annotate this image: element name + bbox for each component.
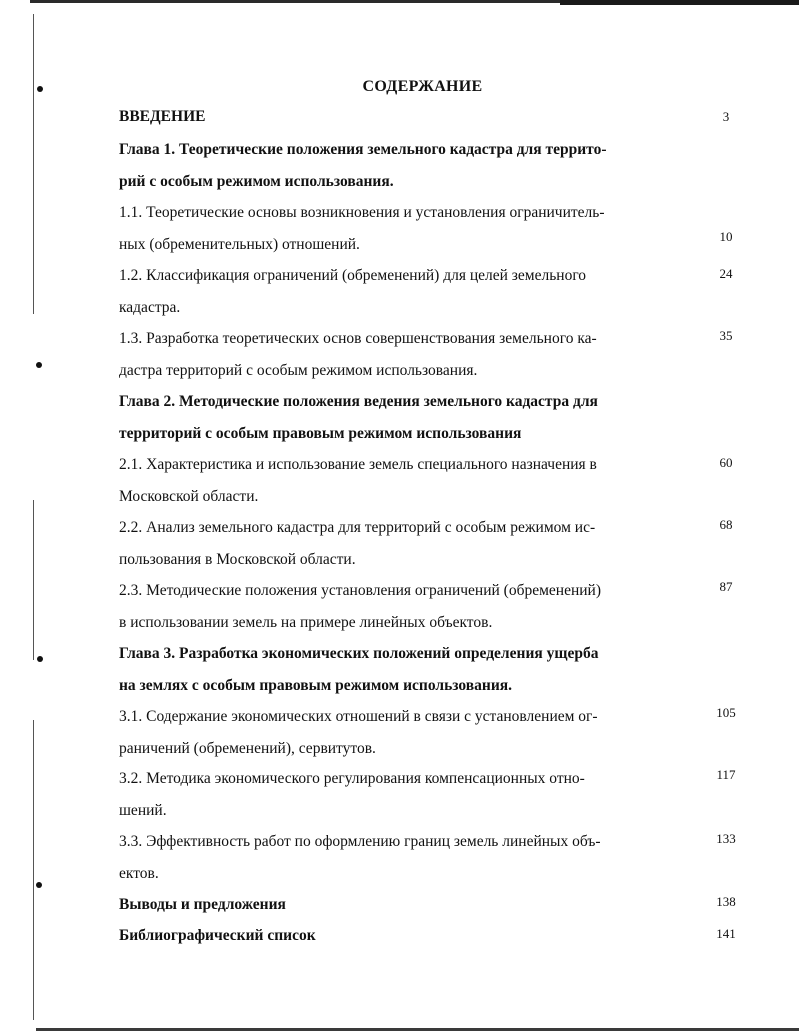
toc-entry-text: шений. xyxy=(119,801,167,819)
scan-margin-line xyxy=(33,14,34,314)
toc-entry-text: Глава 3. Разработка экономических положений определения ущерба xyxy=(119,645,599,662)
toc-entry-1-2 xyxy=(119,260,719,323)
scan-speck xyxy=(36,882,42,888)
toc-page-number: 35 xyxy=(719,328,733,343)
toc-entry-introduction xyxy=(119,101,719,133)
toc-entry-text: на землях с особым правовым режимом использования. xyxy=(119,676,513,694)
scan-edge-top-dark xyxy=(560,0,799,5)
toc-entry-1-1 xyxy=(119,197,719,260)
scan-margin-line xyxy=(33,720,34,1020)
toc-entry-text: Библиографический список xyxy=(119,927,316,944)
toc-entry-text: ных (обременительных) отношений. xyxy=(119,235,360,253)
toc-entry-text: дастра территорий с особым режимом использования. xyxy=(119,361,478,379)
scan-speck xyxy=(36,362,42,368)
toc-entry-text: 2.1. Характеристика и использование земель специального назначения в xyxy=(119,456,597,473)
toc-entry-text: Московской области. xyxy=(119,487,259,505)
toc-entry-text: Глава 2. Методические положения ведения земельного кадастра для xyxy=(119,393,598,410)
toc-entry-text: 3.1. Содержание экономических отношений в связи с установлением ог- xyxy=(119,708,598,725)
toc-entry-3-3 xyxy=(119,826,719,889)
toc-entry-text: пользования в Московской области. xyxy=(119,550,356,568)
toc-entry-text: 1.2. Классификация ограничений (обременений) для целей земельного xyxy=(119,267,587,284)
toc-page-number: 105 xyxy=(716,705,736,720)
toc-page-number: 10 xyxy=(719,229,733,244)
toc-entry-text: раничений (обременений), сервитутов. xyxy=(119,739,376,757)
toc-entry-text: Выводы и предложения xyxy=(119,896,286,913)
toc-entry-chapter-1 xyxy=(119,134,719,197)
toc-entry-text: 2.3. Методические положения установления ограничений (обременений) xyxy=(119,582,602,599)
toc-entry-text: 1.1. Теоретические основы возникновения и установления ограничитель- xyxy=(119,204,605,221)
scan-speck xyxy=(37,656,43,662)
toc-page-number: 3 xyxy=(722,109,730,124)
scan-margin-line xyxy=(33,500,34,660)
toc-entry-text: в использовании земель на примере линейных объектов. xyxy=(119,613,493,631)
page-title: СОДЕРЖАНИЕ xyxy=(362,78,483,95)
toc-page-number: 117 xyxy=(716,767,736,782)
toc-entry-text: кадастра. xyxy=(119,298,181,316)
toc-entry-chapter-2 xyxy=(119,386,719,449)
toc-entry-1-3 xyxy=(119,323,719,386)
toc-page-number: 87 xyxy=(719,579,733,594)
toc-entry-text: 2.2. Анализ земельного кадастра для территорий с особым режимом ис- xyxy=(119,519,596,536)
toc-entry-conclusions xyxy=(119,889,719,921)
toc-page-number: 138 xyxy=(716,894,736,909)
toc-page-number: 133 xyxy=(716,831,736,846)
toc-entry-2-1 xyxy=(119,449,719,512)
toc-page-number: 60 xyxy=(719,455,733,470)
toc-entry-3-2 xyxy=(119,763,719,826)
toc-page-number: 24 xyxy=(719,266,733,281)
toc-entry-bibliography xyxy=(119,920,719,952)
toc-entry-3-1 xyxy=(119,701,719,764)
toc-entry-2-2 xyxy=(119,512,719,575)
scan-edge-bottom xyxy=(36,1028,799,1031)
toc-entry-text: Глава 1. Теоретические положения земельного кадастра для террито- xyxy=(119,141,607,158)
toc-entry-text: ВВЕДЕНИЕ xyxy=(119,108,206,125)
toc-entry-text: 3.2. Методика экономического регулирования компенсационных отно- xyxy=(119,770,585,787)
toc-entry-chapter-3 xyxy=(119,638,719,701)
toc-entry-text: территорий с особым правовым режимом использования xyxy=(119,424,522,442)
toc-entry-text: ектов. xyxy=(119,864,159,882)
toc-entry-text: 1.3. Разработка теоретических основ совершенствования земельного ка- xyxy=(119,330,597,347)
toc-page-number: 141 xyxy=(716,926,736,941)
toc-entry-text: 3.3. Эффективность работ по оформлению границ земель линейных объ- xyxy=(119,833,601,850)
toc-page-number: 68 xyxy=(719,517,733,532)
toc-entry-2-3 xyxy=(119,575,719,638)
toc-entry-text: рий с особым режимом использования. xyxy=(119,172,394,190)
